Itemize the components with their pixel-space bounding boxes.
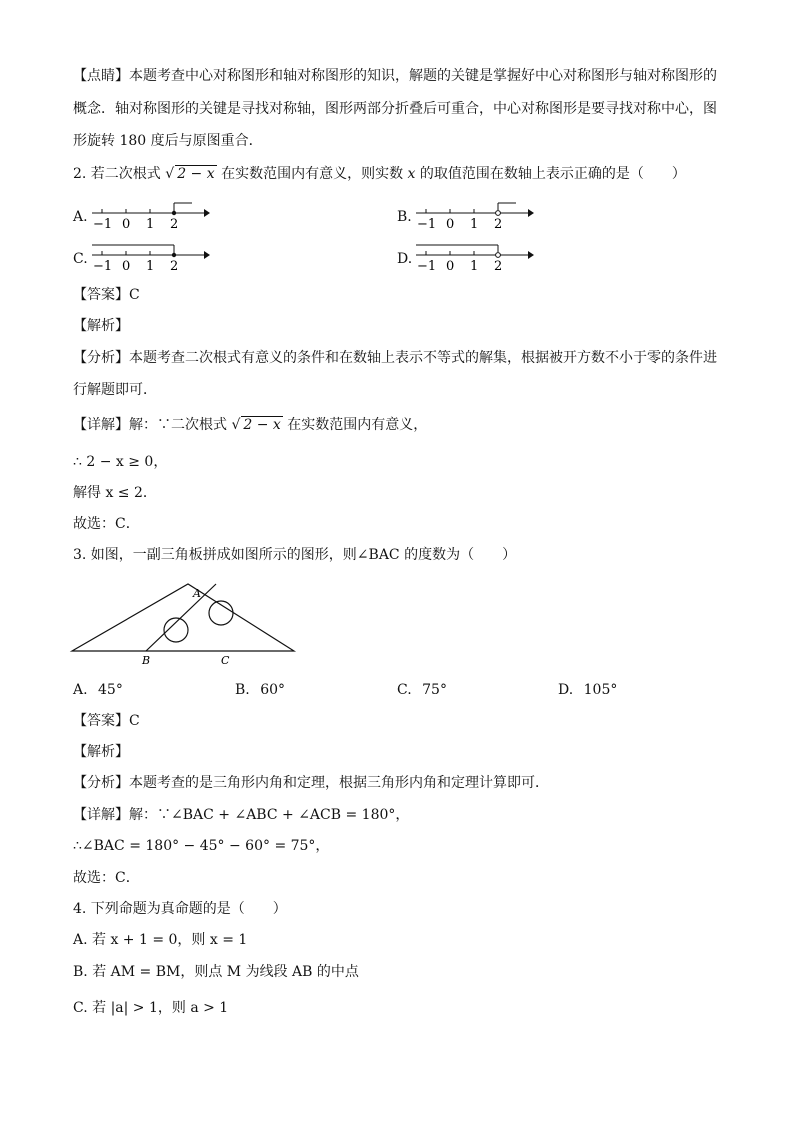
q4-option-c: C. 若 |a| > 1，则 a > 1	[73, 1000, 229, 1016]
q2-xiangjie-part-a: 【详解】解：∵二次根式	[73, 417, 227, 433]
number-line-d	[412, 240, 537, 276]
radical-sign: √	[165, 166, 175, 182]
q2-option-d-key: D.	[397, 251, 413, 267]
q3-option-a-key: A.	[73, 682, 88, 698]
q2-step-2: 解得 x ≤ 2．	[73, 485, 157, 501]
q2-xiangjie-radicand: 2 − x	[243, 417, 281, 433]
tick-label: 0	[122, 259, 131, 274]
q4-option-b: B. 若 AM = BM，则点 M 为线段 AB 的中点	[73, 964, 359, 980]
q3-option-b-value: 60°	[260, 682, 286, 698]
q3-option-b-key: B.	[235, 682, 250, 698]
q4-stem: 4. 下列命题为真命题的是（ ）	[73, 901, 287, 917]
tick-label: 1	[146, 217, 155, 232]
q3-option-a	[73, 680, 123, 700]
q2-xiangjie-part-b: 在实数范围内有意义，	[287, 417, 428, 433]
tick-label: 0	[446, 217, 455, 232]
q3-option-a-value: 45°	[98, 682, 123, 698]
tick-label: −1	[417, 259, 437, 274]
q4-option-a: A. 若 x + 1 = 0，则 x = 1	[73, 932, 248, 948]
q2-option-b-key: B.	[397, 209, 412, 225]
q3-answer: 【答案】C	[73, 713, 140, 729]
tick-label: 1	[146, 259, 155, 274]
tick-label: 1	[470, 259, 479, 274]
q3-option-d-key: D.	[558, 682, 574, 698]
tick-label: 2	[170, 217, 179, 232]
q3-option-b	[235, 680, 285, 700]
point-label-c: C	[221, 654, 230, 667]
q2-jiexi: 【解析】	[73, 318, 129, 334]
q2-radicand: 2 − x	[177, 166, 215, 182]
tick-label: 2	[494, 259, 503, 274]
point-label-b: B	[142, 654, 151, 667]
dianjing-line-1: 【点睛】本题考查中心对称图形和轴对称图形的知识，解题的关键是掌握好中心对称图形与轴对称图形的	[73, 68, 717, 84]
tick-label: 2	[494, 217, 503, 232]
dianjing-line-2: 概念．轴对称图形的关键是寻找对称轴，图形两部分折叠后可重合，中心对称图形是要寻找对称中心，图	[73, 101, 717, 117]
q2-step-1: ∴ 2 − x ≥ 0，	[73, 454, 168, 470]
q3-option-c	[397, 680, 447, 700]
q3-fenxi: 【分析】本题考查的是三角形内角和定理，根据三角形内角和定理计算即可．	[73, 775, 549, 791]
q3-jiexi: 【解析】	[73, 744, 129, 760]
triangle-figure	[66, 576, 302, 670]
point-label-a: A	[193, 587, 201, 600]
q3-option-c-value: 75°	[422, 682, 447, 698]
tick-label: 0	[446, 259, 455, 274]
tick-label: −1	[93, 217, 113, 232]
q2-stem-part-b: 在实数范围内有意义，则实数	[221, 166, 404, 182]
dianjing-line-3: 形旋转 180 度后与原图重合．	[73, 133, 263, 149]
q2-stem-part-c: 的取值范围在数轴上表示正确的是（ ）	[419, 166, 686, 182]
q3-choose: 故选：C．	[73, 870, 140, 886]
tick-label: 0	[122, 217, 131, 232]
q2-stem-part-a: 2. 若二次根式	[73, 166, 161, 182]
radical-sign: √	[231, 417, 241, 433]
q2-option-a-key: A.	[73, 209, 88, 225]
tick-label: −1	[417, 217, 437, 232]
q2-fenxi-line-2: 行解题即可．	[73, 382, 157, 398]
q2-fenxi-line-1: 【分析】本题考查二次根式有意义的条件和在数轴上表示不等式的解集，根据被开方数不小于零的条件进	[73, 350, 717, 366]
q3-option-d-value: 105°	[583, 682, 618, 698]
q3-option-d	[558, 680, 617, 700]
tick-label: −1	[93, 259, 113, 274]
q3-option-c-key: C.	[397, 682, 412, 698]
tick-label: 2	[170, 259, 179, 274]
q2-choose: 故选：C．	[73, 516, 140, 532]
tick-label: 1	[470, 217, 479, 232]
q3-xiangjie: 【详解】解：∵∠BAC + ∠ABC + ∠ACB = 180°，	[73, 807, 410, 823]
q2-answer: 【答案】C	[73, 287, 140, 303]
q2-variable: x	[407, 166, 416, 182]
number-line-a	[88, 198, 213, 234]
number-line-c	[88, 240, 213, 276]
q2-stem	[73, 164, 686, 184]
q2-xiangjie	[73, 415, 427, 435]
number-line-b	[412, 198, 537, 234]
q3-step-1: ∴∠BAC = 180° − 45° − 60° = 75°，	[73, 838, 330, 854]
q2-option-c-key: C.	[73, 251, 88, 267]
q3-stem: 3. 如图，一副三角板拼成如图所示的图形，则∠BAC 的度数为（ ）	[73, 547, 517, 563]
